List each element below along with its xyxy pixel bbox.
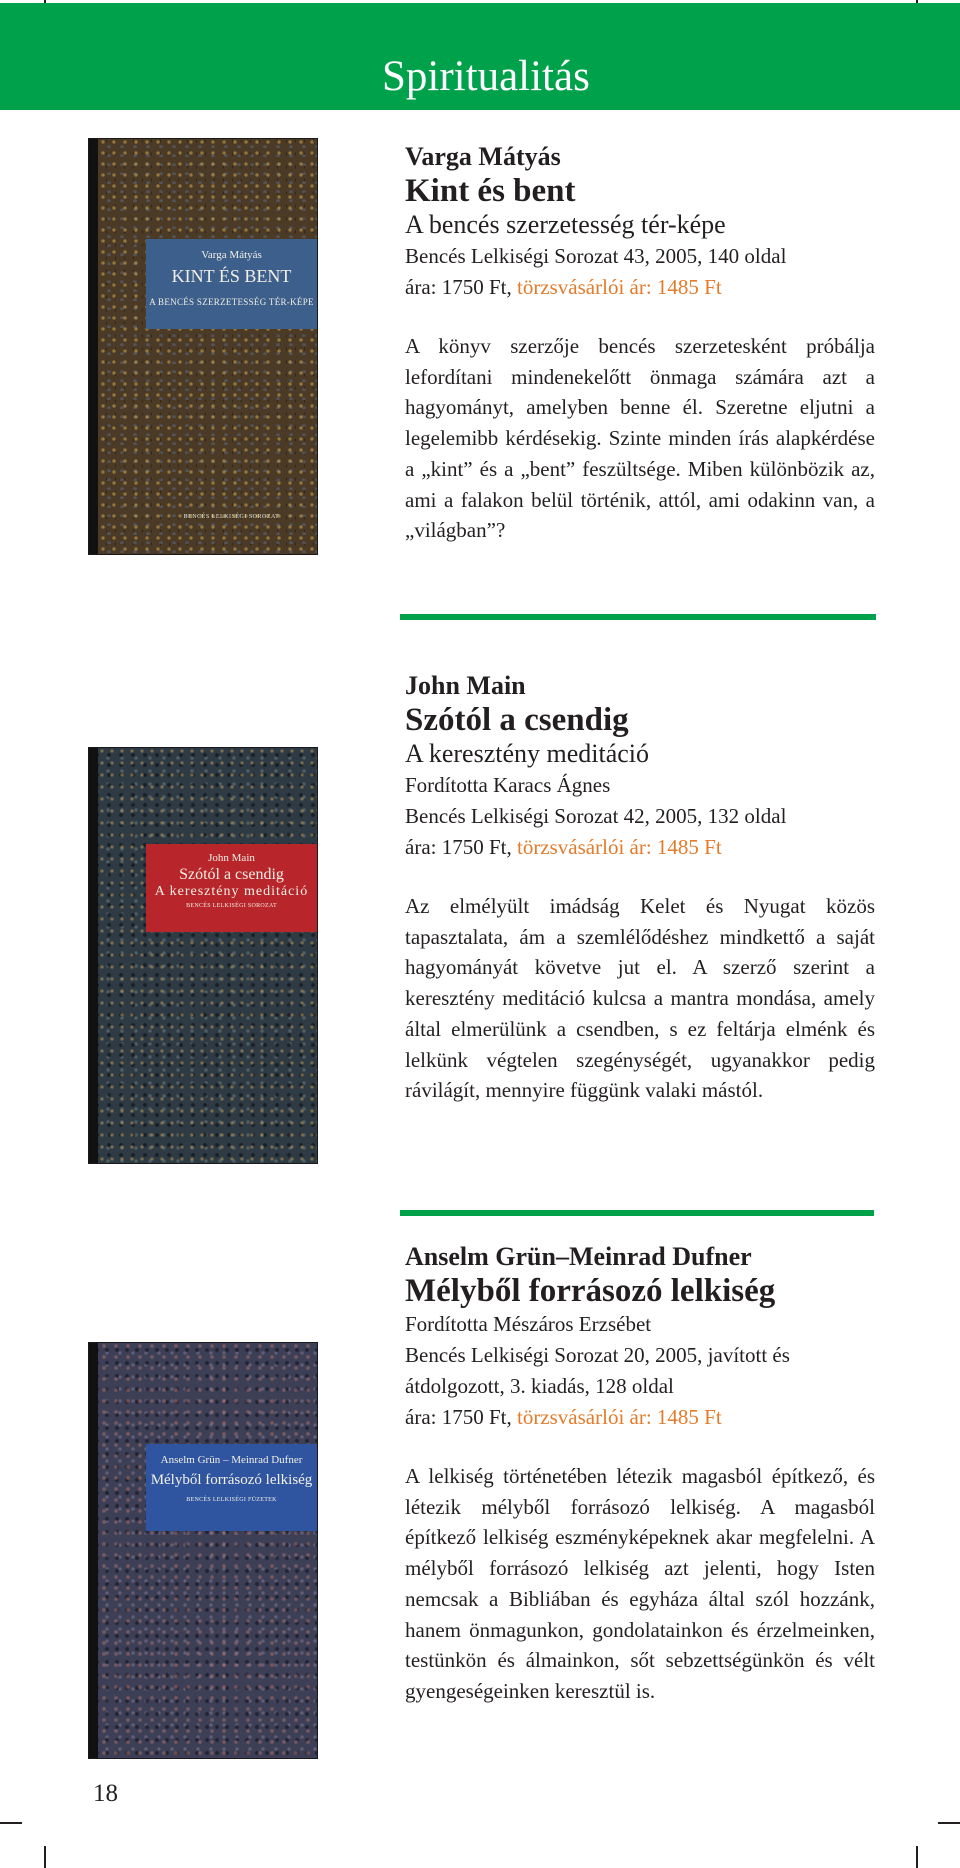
book-description: A lelkiség történetében létezik magasból építkező, és létezik mélyből forrásozó lelkiség. A magasból építkező lelkiség eszményképeknek akar megfelelni. A mélyből forrásozó lelkiség azt jelenti, hogy Isten nemcsak a Bibliában és egyháza által szól hozzánk, hanem önmagunkon, gondolatainkon és érzelmeinken, testünkön és álmainkon, sőt sebzettségünkön és vélt gyengeségeinken keresztül is.	[405, 1464, 875, 1703]
book-price: ára: 1750 Ft,	[405, 835, 512, 859]
cover-subtitle: A keresztény meditáció	[154, 883, 309, 899]
crop-mark	[938, 1822, 960, 1824]
cover-title: Szótól a csendig	[179, 866, 284, 883]
book-entry-3	[405, 1241, 875, 1707]
book-cover-3	[89, 1343, 317, 1758]
member-price: törzsvásárlói ár: 1485 Ft	[516, 1405, 722, 1429]
book-series: Bencés Lelkiségi Sorozat 43, 2005, 140 oldal	[405, 244, 787, 268]
cover-title: Mélyből forrásozó lelkiség	[150, 1472, 313, 1488]
book-title: Mélyből forrásozó lelkiség	[405, 1273, 776, 1309]
section-header	[0, 3, 960, 110]
book-cover-2	[89, 748, 317, 1163]
crop-mark	[0, 1822, 22, 1824]
crop-mark	[44, 1846, 46, 1868]
book-title: Szótól a csendig	[405, 702, 629, 738]
green-divider	[400, 614, 876, 620]
book-description: A könyv szerzője bencés szerzetesként próbálja lefordítani mindenekelőtt önmaga számára azt a hagyományt, amelyben benne él. Szeretne eljutni a legelemibb kérdésekig. Szinte minden írás alapkérdése a „kint” és a „bent” feszültsége. Miben különbözik az, ami a falakon belül történik, attól, ami odakinn van, a „világban”?	[405, 334, 875, 543]
cover-publisher: BENCÉS LELKISÉGI SOROZAT	[186, 902, 277, 909]
cover-subtitle: A BENCÉS SZERZETESSÉG TÉR-KÉPE	[149, 296, 314, 307]
cover-spine	[89, 1343, 98, 1758]
book-description: Az elmélyült imádság Kelet és Nyugat közös tapasztalata, ám a szemlélődéshez mindkettő a saját hagyományát követve jut el. A szerző szerint a keresztény meditáció kulcsa a mantra mondása, amely által elmerülünk a csendben, s ez feltárja elménk és lelkünk végtelen szegénységét, ugyanakkor pedig rávilágít, mennyire függünk valaki mástól.	[405, 894, 875, 1103]
book-title: Kint és bent	[405, 173, 576, 209]
member-price: törzsvásárlói ár: 1485 Ft	[516, 275, 722, 299]
cover-author: Varga Mátyás	[201, 249, 262, 261]
book-translator: Fordította Mészáros Erzsébet	[405, 1312, 652, 1336]
cover-band	[146, 239, 317, 329]
book-price-line	[405, 832, 875, 863]
cover-author: John Main	[208, 852, 255, 864]
book-series: Bencés Lelkiségi Sorozat 42, 2005, 132 oldal	[405, 804, 787, 828]
page-number: 18	[93, 1780, 118, 1807]
book-price-line	[405, 272, 875, 303]
cover-band	[146, 1444, 317, 1531]
cover-publisher: BENCÉS LELKISÉGI SOROZAT	[183, 514, 280, 520]
book-cover-1	[89, 139, 317, 554]
book-price: ára: 1750 Ft,	[405, 1405, 512, 1429]
book-author: John Main	[405, 671, 526, 700]
member-price: törzsvásárlói ár: 1485 Ft	[516, 835, 722, 859]
book-translator: Fordította Karacs Ágnes	[405, 773, 611, 797]
crop-mark	[916, 1846, 918, 1868]
book-series: Bencés Lelkiségi Sorozat 20, 2005, javított és átdolgozott, 3. kiadás, 128 oldal	[405, 1343, 790, 1398]
cover-spine	[89, 748, 98, 1163]
book-author: Varga Mátyás	[405, 142, 561, 171]
book-price-line	[405, 1402, 875, 1433]
book-price: ára: 1750 Ft,	[405, 275, 512, 299]
book-entry-2	[405, 670, 875, 1106]
section-title: Spiritualitás	[382, 53, 590, 100]
cover-subtitle: BENCÉS LELKISÉGI FÜZETEK	[186, 1496, 277, 1503]
book-entry-1	[405, 141, 875, 546]
cover-title: KINT ÉS BENT	[171, 266, 292, 286]
book-author: Anselm Grün–Meinrad Dufner	[405, 1242, 752, 1271]
book-subtitle: A keresztény meditáció	[405, 739, 650, 768]
green-divider	[400, 1210, 874, 1216]
book-subtitle: A bencés szerzetesség tér-képe	[405, 210, 726, 239]
cover-band	[146, 844, 317, 932]
cover-author: Anselm Grün – Meinrad Dufner	[160, 1454, 303, 1466]
cover-spine	[89, 139, 98, 554]
